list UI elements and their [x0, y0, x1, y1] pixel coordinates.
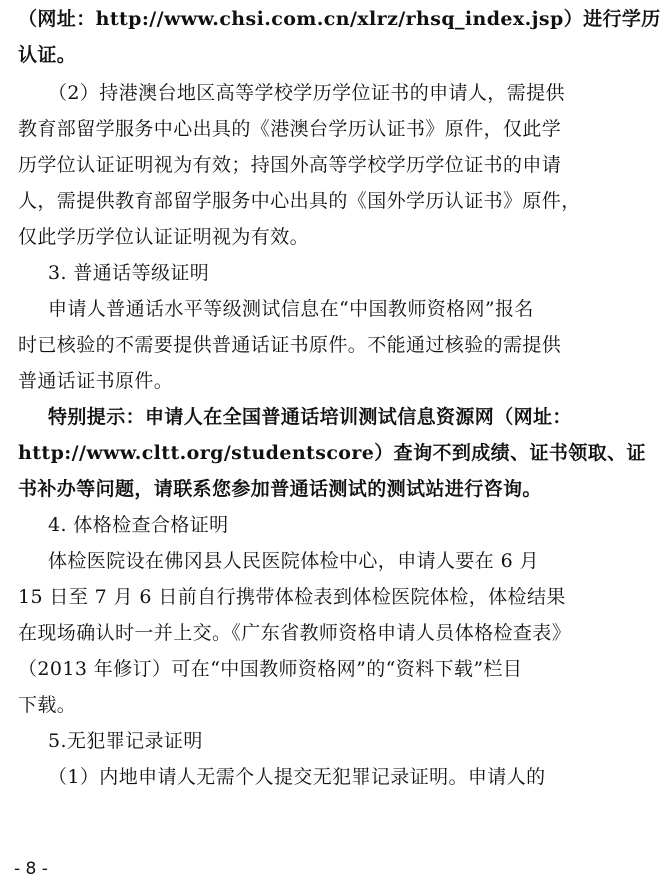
text-line-exam-hospital: 体检医院设在佛冈县人民医院体检中心，申请人要在 6 月 — [48, 550, 539, 572]
text-line-hmt-certificate: 教育部留学服务中心出具的《港澳台学历认证书》原件，仅此学 — [18, 118, 562, 140]
text-line-valid-only: 仅此学历学位认证证明视为有效。 — [18, 226, 310, 248]
text-line-mandarin-verify: 时已核验的不需要提供普通话证书原件。不能通过核验的需提供 — [18, 334, 562, 356]
text-line-hk-macau-taiwan: （2）持港澳台地区高等学校学历学位证书的申请人，需提供 — [48, 82, 565, 104]
text-line-foreign-certificate: 人，需提供教育部留学服务中心出具的《国外学历认证书》原件， — [18, 190, 581, 212]
text-line-foreign-degree: 历学位认证证明视为有效；持国外高等学校学历学位证书的申请 — [18, 154, 562, 176]
text-line-mandarin-original: 普通话证书原件。 — [18, 370, 174, 392]
text-line-exam-dates: 15 日至 7 月 6 日前自行携带体检表到体检医院体检，体检结果 — [18, 586, 566, 608]
text-line-exam-form-revision: （2013 年修订）可在“中国教师资格网”的“资料下载”栏目 — [18, 658, 523, 680]
text-line-mandarin-info: 申请人普通话水平等级测试信息在“中国教师资格网”报名 — [48, 298, 534, 320]
text-line-download: 下载。 — [18, 694, 77, 716]
text-line-special-notice: 特别提示：申请人在全国普通话培训测试信息资源网（网址： — [48, 406, 572, 428]
text-line-url-chsi: （网址：http://www.chsi.com.cn/xlrz/rhsq_index.jsp）进行学历 — [18, 8, 661, 30]
text-line-no-crime-mainland: （1）内地申请人无需个人提交无犯罪记录证明。申请人的 — [48, 766, 546, 788]
text-line-contact-station: 书补办等问题，请联系您参加普通话测试的测试站进行咨询。 — [18, 478, 542, 500]
section-heading-no-crime: 5.无犯罪记录证明 — [48, 730, 203, 752]
section-heading-mandarin: 3. 普通话等级证明 — [48, 262, 210, 284]
text-line-certification: 认证。 — [18, 44, 77, 66]
text-line-url-cltt: http://www.cltt.org/studentscore）查询不到成绩、证书领取、证 — [18, 442, 646, 464]
page-number: - 8 - — [14, 859, 48, 879]
text-line-exam-submit: 在现场确认时一并上交。《广东省教师资格申请人员体格检查表》 — [18, 622, 572, 644]
section-heading-physical-exam: 4. 体格检查合格证明 — [48, 514, 229, 536]
